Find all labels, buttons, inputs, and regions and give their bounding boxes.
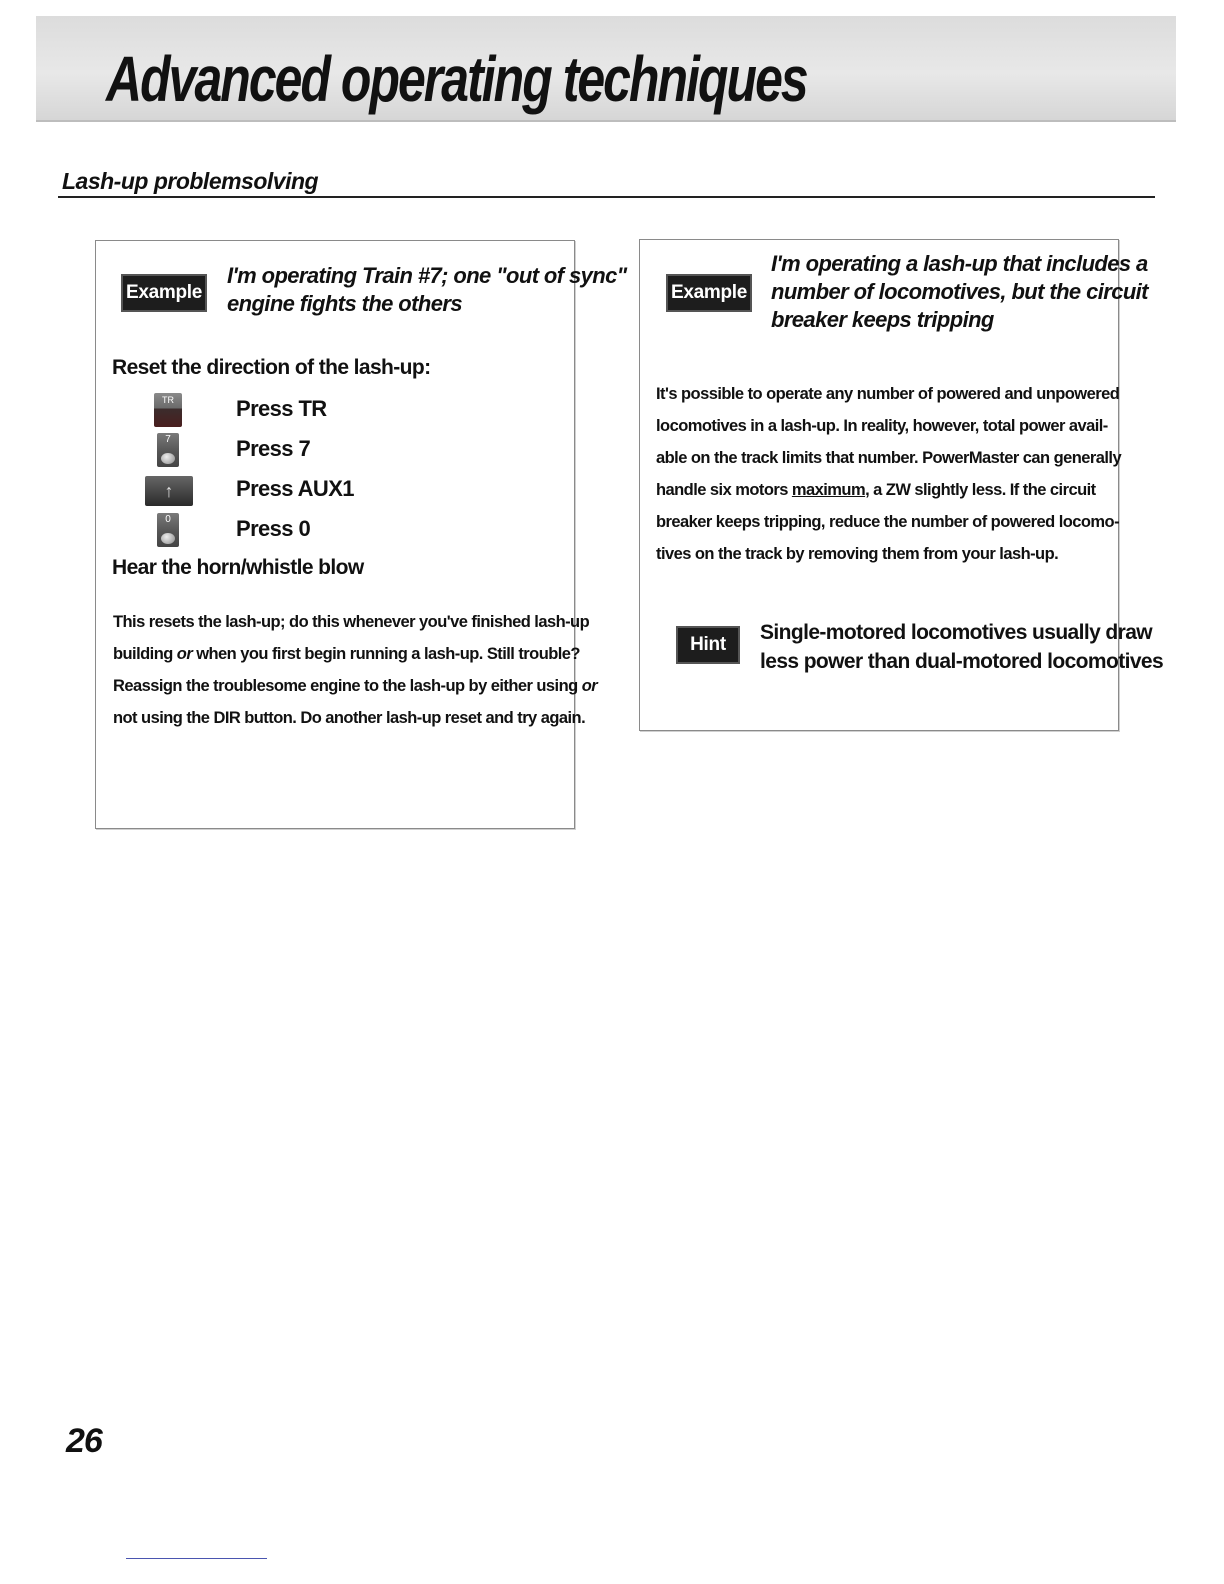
seven-key-text: 7 bbox=[165, 434, 171, 445]
body-right-line4-underlined: maximum bbox=[791, 481, 866, 499]
page-number: 26 bbox=[66, 1422, 102, 1460]
example-badge-left: Example bbox=[121, 274, 207, 312]
body-left-line2-b: when you first begin running a lash-up. Still trouble? bbox=[192, 645, 580, 663]
example-title-right-line3: breaker keeps tripping bbox=[771, 307, 994, 332]
hint-line2: less power than dual-motored locomotives bbox=[760, 650, 1164, 673]
example-title-right bbox=[771, 250, 1148, 334]
body-left-line2-or: or bbox=[176, 645, 193, 663]
aux1-key-icon: ↑ bbox=[145, 476, 193, 506]
body-left-line3 bbox=[113, 670, 598, 702]
example-title-left-line1: I'm operating Train #7; one "out of sync" bbox=[227, 263, 627, 288]
step-row-7 bbox=[140, 433, 460, 469]
step-row-aux1 bbox=[140, 473, 460, 509]
page-title: Advanced operating techniques bbox=[106, 43, 807, 115]
zero-key-text: 0 bbox=[165, 514, 171, 525]
step-label-tr: Press TR bbox=[236, 396, 327, 421]
body-left-line2-a: building bbox=[113, 645, 177, 663]
section-divider bbox=[58, 196, 1155, 198]
step-label-7: Press 7 bbox=[236, 436, 311, 461]
result-line: Hear the horn/whistle blow bbox=[112, 556, 364, 579]
body-left-line3-a: Reassign the troublesome engine to the lash-up by either using bbox=[113, 677, 582, 695]
title-band bbox=[36, 16, 1176, 122]
reset-instruction: Reset the direction of the lash-up: bbox=[112, 356, 431, 379]
body-right-line2: locomotives in a lash-up. In reality, however, total power avail- bbox=[656, 417, 1108, 435]
example-body-right bbox=[656, 378, 1122, 570]
footer-rule bbox=[126, 1558, 267, 1559]
tr-key-icon: TR bbox=[154, 393, 182, 427]
step-row-tr bbox=[140, 393, 460, 429]
body-left-line2 bbox=[113, 638, 580, 670]
seven-key-icon bbox=[157, 433, 179, 467]
body-right-line1: It's possible to operate any number of powered and unpowered bbox=[656, 385, 1120, 403]
example-title-left bbox=[227, 262, 627, 318]
body-left-line4: not using the DIR button. Do another lash-up reset and try again. bbox=[113, 709, 586, 727]
body-right-line4 bbox=[656, 474, 1111, 506]
zero-key-icon bbox=[157, 513, 179, 547]
example-body-left bbox=[113, 606, 598, 734]
section-heading: Lash-up problemsolving bbox=[62, 168, 319, 194]
hint-line1: Single-motored locomotives usually draw bbox=[760, 621, 1153, 644]
step-label-0: Press 0 bbox=[236, 516, 311, 541]
example-badge-right: Example bbox=[666, 274, 752, 312]
body-right-line4-a: handle six motors bbox=[656, 481, 792, 499]
key-dot-icon bbox=[161, 533, 175, 544]
body-right-line3: able on the track limits that number. PowerMaster can generally bbox=[656, 449, 1122, 467]
body-left-line1: This resets the lash-up; do this whenever you've finished lash-up bbox=[113, 613, 590, 631]
body-right-line4-b: , a ZW slightly less. If the circuit bbox=[865, 481, 1096, 499]
body-left-line3-or: or bbox=[581, 677, 598, 695]
key-dot-icon bbox=[161, 453, 175, 464]
hint-badge: Hint bbox=[676, 626, 740, 664]
step-label-aux1: Press AUX1 bbox=[236, 476, 354, 501]
hint-text bbox=[760, 618, 1164, 676]
example-title-right-line1: I'm operating a lash-up that includes a bbox=[771, 251, 1148, 276]
step-row-0 bbox=[140, 513, 460, 549]
body-right-line5: breaker keeps tripping, reduce the number of powered locomo- bbox=[656, 513, 1120, 531]
body-right-line6: tives on the track by removing them from your lash-up. bbox=[656, 545, 1059, 563]
example-title-right-line2: number of locomotives, but the circuit bbox=[771, 279, 1148, 304]
example-title-left-line2: engine fights the others bbox=[227, 291, 462, 316]
